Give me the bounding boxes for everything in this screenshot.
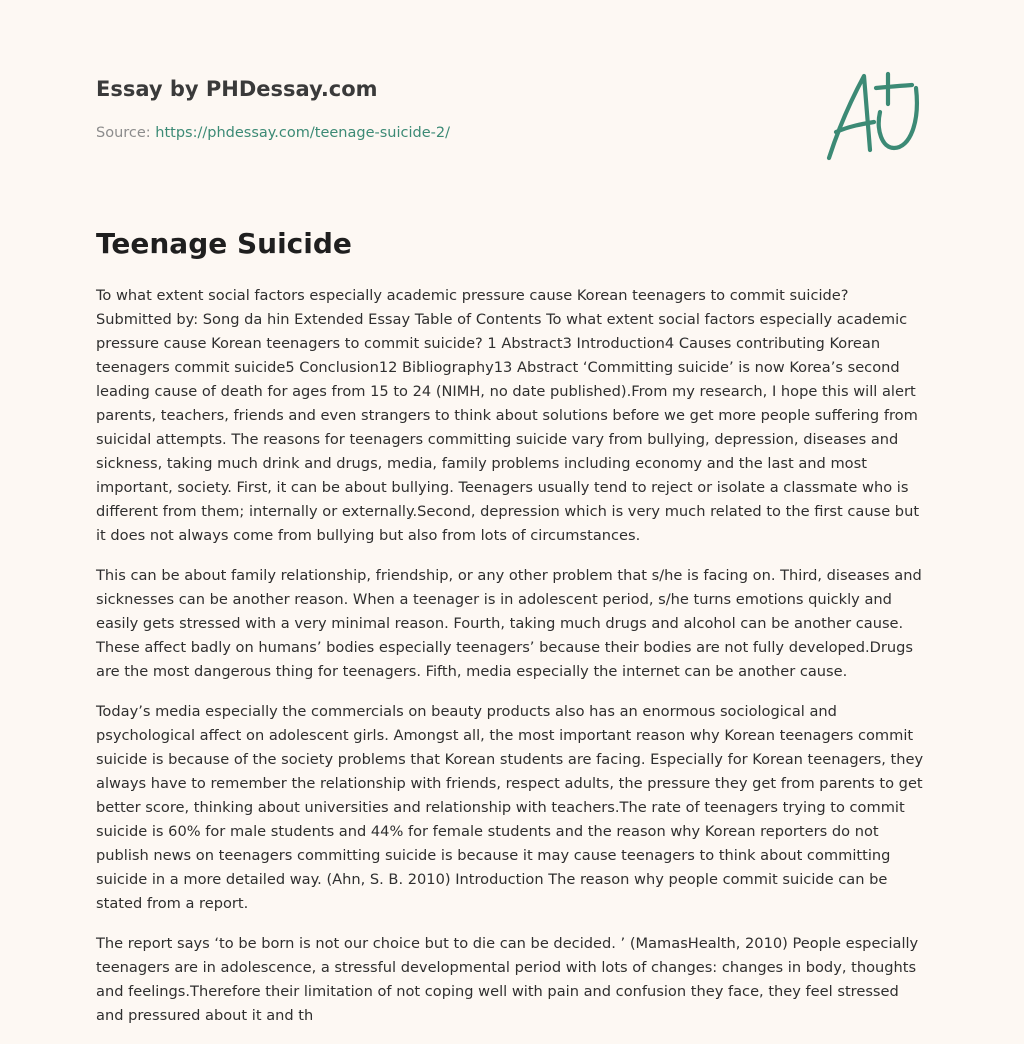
source-line: [96, 122, 450, 144]
essay-paragraph: The report says ‘to be born is not our choice but to die can be decided. ’ (MamasHealth, 2010) People especially teenagers are in adolescence, a stressful developmental period with lots of changes: changes in body, thoughts and feelings.Therefore their limitation of not coping well with pain and confusion they face, they feel stressed and pressured about it and th: [96, 935, 919, 1024]
essay-paragraph: This can be about family relationship, friendship, or any other problem that s/he is facing on. Third, diseases and sicknesses can be another reason. When a teenager is in adolescent period, s/he turns emotions quickly and easily gets stressed with a very minimal reason. Fourth, taking much drugs and alcohol can be another cause. These affect badly on humans’ bodies especially teenagers’ because their bodies are not fully developed.Drugs are the most dangerous thing for teenagers. Fifth, media especially the internet can be another cause.: [96, 567, 922, 680]
source-label: Source:: [96, 125, 156, 141]
essay-body: [96, 284, 926, 1044]
source-link[interactable]: https://phdessay.com/teenage-suicide-2/: [155, 125, 450, 141]
essay-paragraph: Today’s media especially the commercials on beauty products also has an enormous sociological and psychological affect on adolescent girls. Amongst all, the most important reason why Korean teenagers commit suicide is because of the society problems that Korean students are facing. Especially for Korean teenagers, they always have to remember the relationship with friends, respect adults, the pressure they get from parents to get better score, thinking about universities and relationship with teachers.The rate of teenagers trying to commit suicide is 60% for male students and 44% for female students and the reason why Korean reporters do not publish news on teenagers committing suicide is because it may cause teenagers to think about committing suicide in a more detailed way. (Ahn, S. B. 2010) Introduction The reason why people commit suicide can be stated from a report.: [96, 703, 924, 912]
essay-paragraph: To what extent social factors especially academic pressure cause Korean teenagers to commit suicide? Submitted by: Song da hin Extended Essay Table of Contents To what extent social factors especially academic pressure cause Korean teenagers to commit suicide? 1 Abstract3 Introduction4 Causes contributing Korean teenagers commit suicide5 Conclusion12 Bibliography13 Abstract ‘Committing suicide’ is now Korea’s second leading cause of death for ages from 15 to 24 (NIMH, no date published).From my research, I hope this will alert parents, teachers, friends and even strangers to think about solutions before we get more people suffering from suicidal attempts. The reasons for teenagers committing suicide vary from bullying, depression, diseases and sickness, taking much drink and drugs, media, family problems including economy and the last and most important, society. First, it can be about bullying. Teenagers usually tend to reject or isolate a classmate who is different from them; internally or externally.Second, depression which is very much related to the first cause but it does not always come from bullying but also from lots of circumstances.: [96, 287, 920, 544]
a-plus-logo-icon: [820, 68, 930, 166]
site-title: Essay by PHDessay.com: [96, 77, 378, 101]
essay-title: Teenage Suicide: [96, 227, 352, 260]
